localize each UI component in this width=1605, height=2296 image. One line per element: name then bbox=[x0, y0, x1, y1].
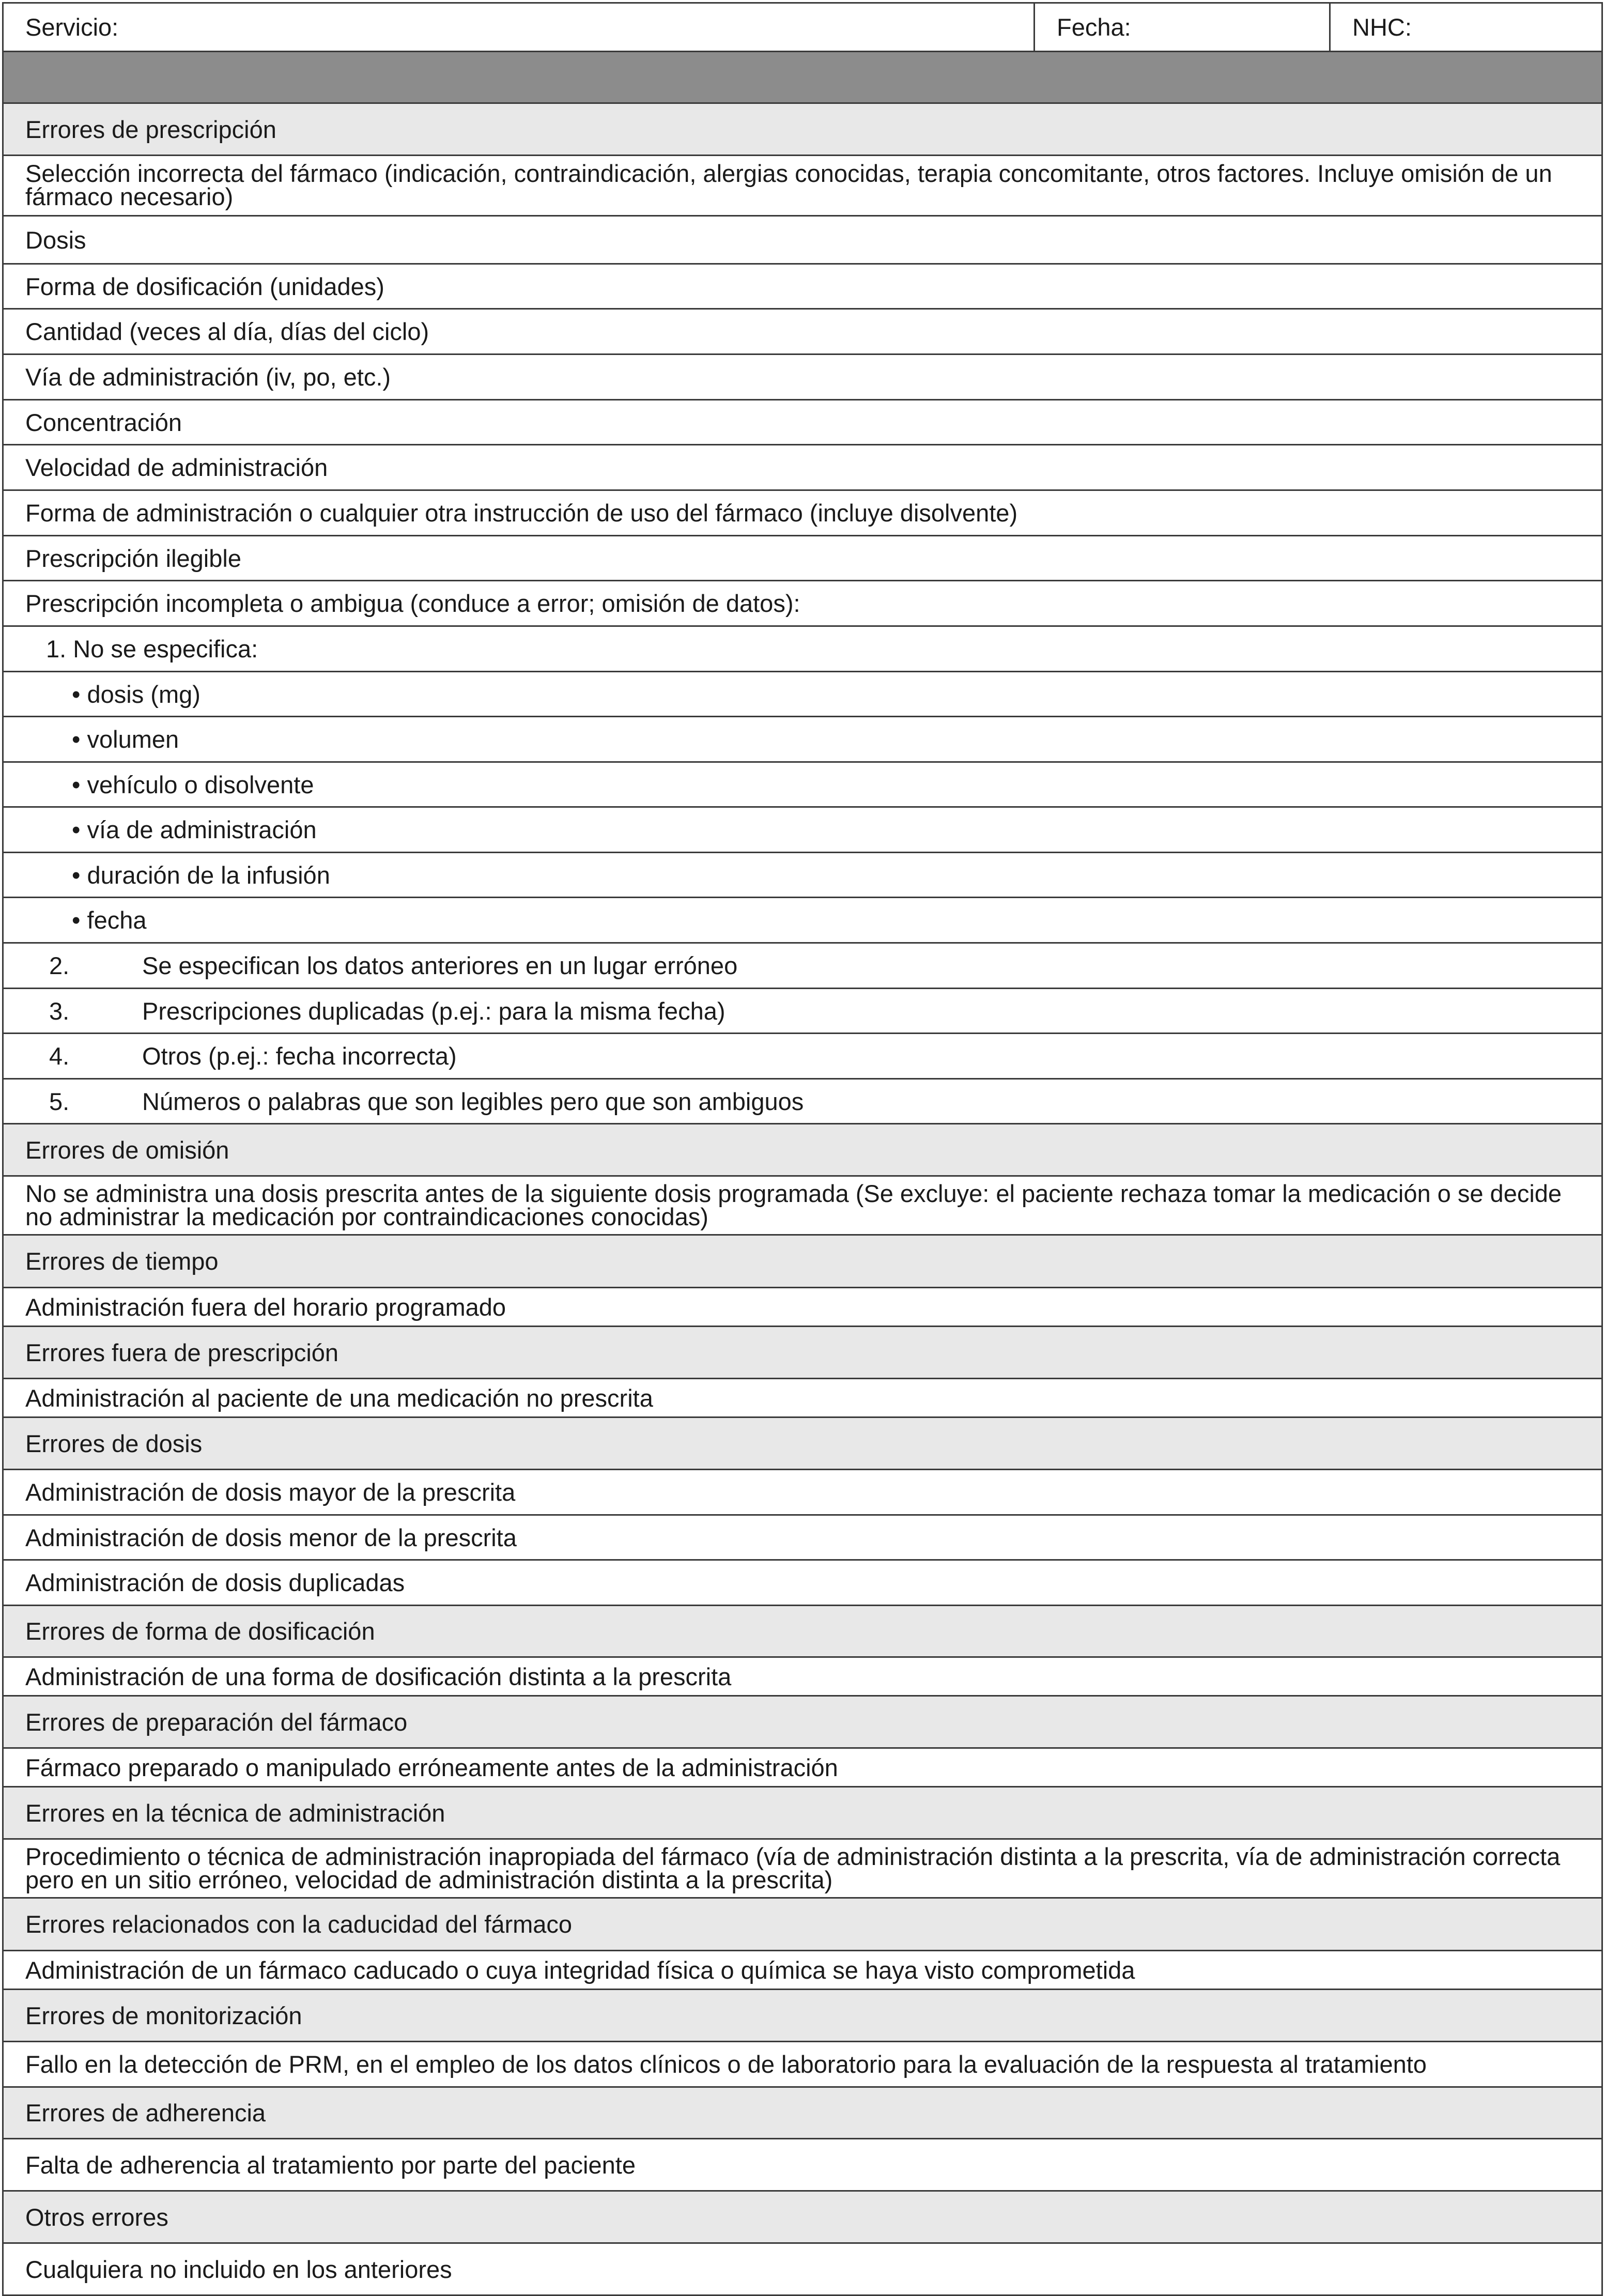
item-label: Administración fuera del horario programado bbox=[25, 1293, 506, 1321]
error-item-row bbox=[2, 944, 1603, 989]
error-item-row bbox=[2, 898, 1603, 944]
error-item-row bbox=[2, 1379, 1603, 1418]
item-number: 2. bbox=[49, 952, 70, 979]
error-item-row bbox=[2, 445, 1603, 491]
item-label: Procedimiento o técnica de administración inapropiada del fármaco (vía de administración distinta a la prescrita, vía de administración correcta pero en un sitio erróneo, velocidad de administración distinta a la prescrita) bbox=[25, 1842, 1561, 1893]
item-label: Selección incorrecta del fármaco (indicación, contraindicación, alergias conocidas, terapia concomitante, otros factores. Incluye omisión de un fármaco necesario) bbox=[25, 160, 1552, 210]
error-item-row bbox=[2, 265, 1603, 310]
category-label: Otros errores bbox=[25, 2203, 168, 2231]
error-item-row bbox=[2, 1288, 1603, 1327]
error-item-row bbox=[2, 1749, 1603, 1788]
category-row bbox=[2, 1124, 1603, 1177]
error-item-row bbox=[2, 1951, 1603, 1990]
item-label: 1. No se especifica: bbox=[46, 635, 258, 662]
item-label: Prescripciones duplicadas (p.ej.: para la misma fecha) bbox=[142, 997, 726, 1025]
error-item-row bbox=[2, 2139, 1603, 2192]
item-label: Números o palabras que son legibles pero que son ambiguos bbox=[142, 1087, 804, 1115]
category-label: Errores de forma de dosificación bbox=[25, 1617, 375, 1645]
error-item-row bbox=[2, 717, 1603, 763]
item-number: 5. bbox=[49, 1087, 70, 1115]
item-label: Administración de dosis mayor de la prescrita bbox=[25, 1478, 516, 1506]
error-item-row bbox=[2, 1470, 1603, 1516]
category-label: Errores relacionados con la caducidad del fármaco bbox=[25, 1910, 573, 1938]
error-item-row bbox=[2, 355, 1603, 400]
category-label: Errores de preparación del fármaco bbox=[25, 1708, 408, 1736]
category-row bbox=[2, 1418, 1603, 1470]
error-item-row bbox=[2, 1658, 1603, 1697]
servicio-label: Servicio: bbox=[25, 13, 119, 41]
item-label: Otros (p.ej.: fecha incorrecta) bbox=[142, 1042, 457, 1070]
error-item-row bbox=[2, 400, 1603, 445]
category-row bbox=[2, 1327, 1603, 1379]
servicio-field[interactable] bbox=[4, 4, 1035, 51]
error-item-row bbox=[2, 2042, 1603, 2088]
error-item-row bbox=[2, 763, 1603, 808]
item-label: Dosis bbox=[25, 226, 86, 254]
form-header bbox=[2, 2, 1603, 52]
item-label: • fecha bbox=[72, 906, 147, 934]
category-row bbox=[2, 2192, 1603, 2244]
category-row bbox=[2, 104, 1603, 156]
item-label: Vía de administración (iv, po, etc.) bbox=[25, 363, 391, 391]
error-item-row bbox=[2, 1080, 1603, 1124]
item-label: Se especifican los datos anteriores en un lugar erróneo bbox=[142, 952, 738, 979]
medication-error-form bbox=[2, 2, 1603, 2296]
nhc-field[interactable] bbox=[1331, 4, 1601, 51]
item-label: • duración de la infusión bbox=[72, 861, 330, 889]
category-row bbox=[2, 1990, 1603, 2042]
error-item-row bbox=[2, 1034, 1603, 1080]
error-item-row bbox=[2, 1516, 1603, 1561]
error-item-row bbox=[2, 808, 1603, 853]
category-label: Errores de adherencia bbox=[25, 2099, 266, 2127]
item-label: Cantidad (veces al día, días del ciclo) bbox=[25, 318, 429, 345]
category-row bbox=[2, 1899, 1603, 1951]
item-label: Concentración bbox=[25, 408, 182, 436]
item-label: • volumen bbox=[72, 726, 179, 753]
header-band bbox=[2, 52, 1603, 104]
category-label: Errores de monitorización bbox=[25, 2001, 302, 2029]
error-item-row bbox=[2, 627, 1603, 672]
error-item-row bbox=[2, 1840, 1603, 1899]
category-label: Errores de dosis bbox=[25, 1429, 203, 1457]
item-label: Fallo en la detección de PRM, en el empleo de los datos clínicos o de laboratorio para la evaluación de la respuesta al tratamiento bbox=[25, 2051, 1427, 2078]
item-label: Administración al paciente de una medicación no prescrita bbox=[25, 1384, 653, 1412]
category-row bbox=[2, 2088, 1603, 2139]
error-item-row bbox=[2, 310, 1603, 355]
category-label: Errores de prescripción bbox=[25, 115, 276, 143]
error-item-row bbox=[2, 217, 1603, 265]
item-label: • vía de administración bbox=[72, 816, 317, 843]
error-table-body bbox=[2, 104, 1603, 2296]
item-label: Falta de adherencia al tratamiento por parte del paciente bbox=[25, 2151, 636, 2179]
error-item-row bbox=[2, 2244, 1603, 2296]
category-row bbox=[2, 1236, 1603, 1288]
error-item-row bbox=[2, 672, 1603, 717]
error-item-row bbox=[2, 1561, 1603, 1606]
error-item-row bbox=[2, 989, 1603, 1034]
item-label: Administración de una forma de dosificación distinta a la prescrita bbox=[25, 1662, 732, 1690]
item-label: Velocidad de administración bbox=[25, 454, 328, 481]
item-label: Fármaco preparado o manipulado erróneamente antes de la administración bbox=[25, 1753, 838, 1781]
error-item-row bbox=[2, 581, 1603, 627]
item-label: Prescripción ilegible bbox=[25, 544, 241, 572]
category-label: Errores fuera de prescripción bbox=[25, 1338, 339, 1366]
nhc-label: NHC: bbox=[1352, 13, 1412, 41]
error-item-row bbox=[2, 853, 1603, 898]
item-label: • dosis (mg) bbox=[72, 680, 200, 708]
category-label: Errores en la técnica de administración bbox=[25, 1799, 445, 1827]
item-label: Administración de un fármaco caducado o cuya integridad física o química se haya visto comprometida bbox=[25, 1956, 1135, 1984]
category-label: Errores de omisión bbox=[25, 1136, 229, 1164]
error-item-row bbox=[2, 536, 1603, 581]
fecha-label: Fecha: bbox=[1057, 13, 1131, 41]
item-label: Forma de dosificación (unidades) bbox=[25, 272, 384, 300]
item-label: Prescripción incompleta o ambigua (conduce a error; omisión de datos): bbox=[25, 590, 800, 617]
category-row bbox=[2, 1606, 1603, 1658]
item-number: 4. bbox=[49, 1042, 70, 1070]
category-row bbox=[2, 1788, 1603, 1840]
item-label: Administración de dosis menor de la prescrita bbox=[25, 1523, 517, 1551]
fecha-field[interactable] bbox=[1035, 4, 1331, 51]
item-label: Administración de dosis duplicadas bbox=[25, 1569, 405, 1596]
category-label: Errores de tiempo bbox=[25, 1247, 219, 1275]
item-label: Cualquiera no incluido en los anteriores bbox=[25, 2255, 452, 2283]
item-label: Forma de administración o cualquier otra instrucción de uso del fármaco (incluye disolvente) bbox=[25, 499, 1018, 527]
error-item-row bbox=[2, 156, 1603, 217]
error-item-row bbox=[2, 1177, 1603, 1236]
item-label: • vehículo o disolvente bbox=[72, 771, 314, 798]
error-item-row bbox=[2, 491, 1603, 536]
category-row bbox=[2, 1697, 1603, 1749]
item-label: No se administra una dosis prescrita antes de la siguiente dosis programada (Se excluye: el paciente rechaza tomar la medicación o se decide no administrar la medicación por contraindicaciones conocidas) bbox=[25, 1179, 1562, 1230]
item-number: 3. bbox=[49, 997, 70, 1025]
